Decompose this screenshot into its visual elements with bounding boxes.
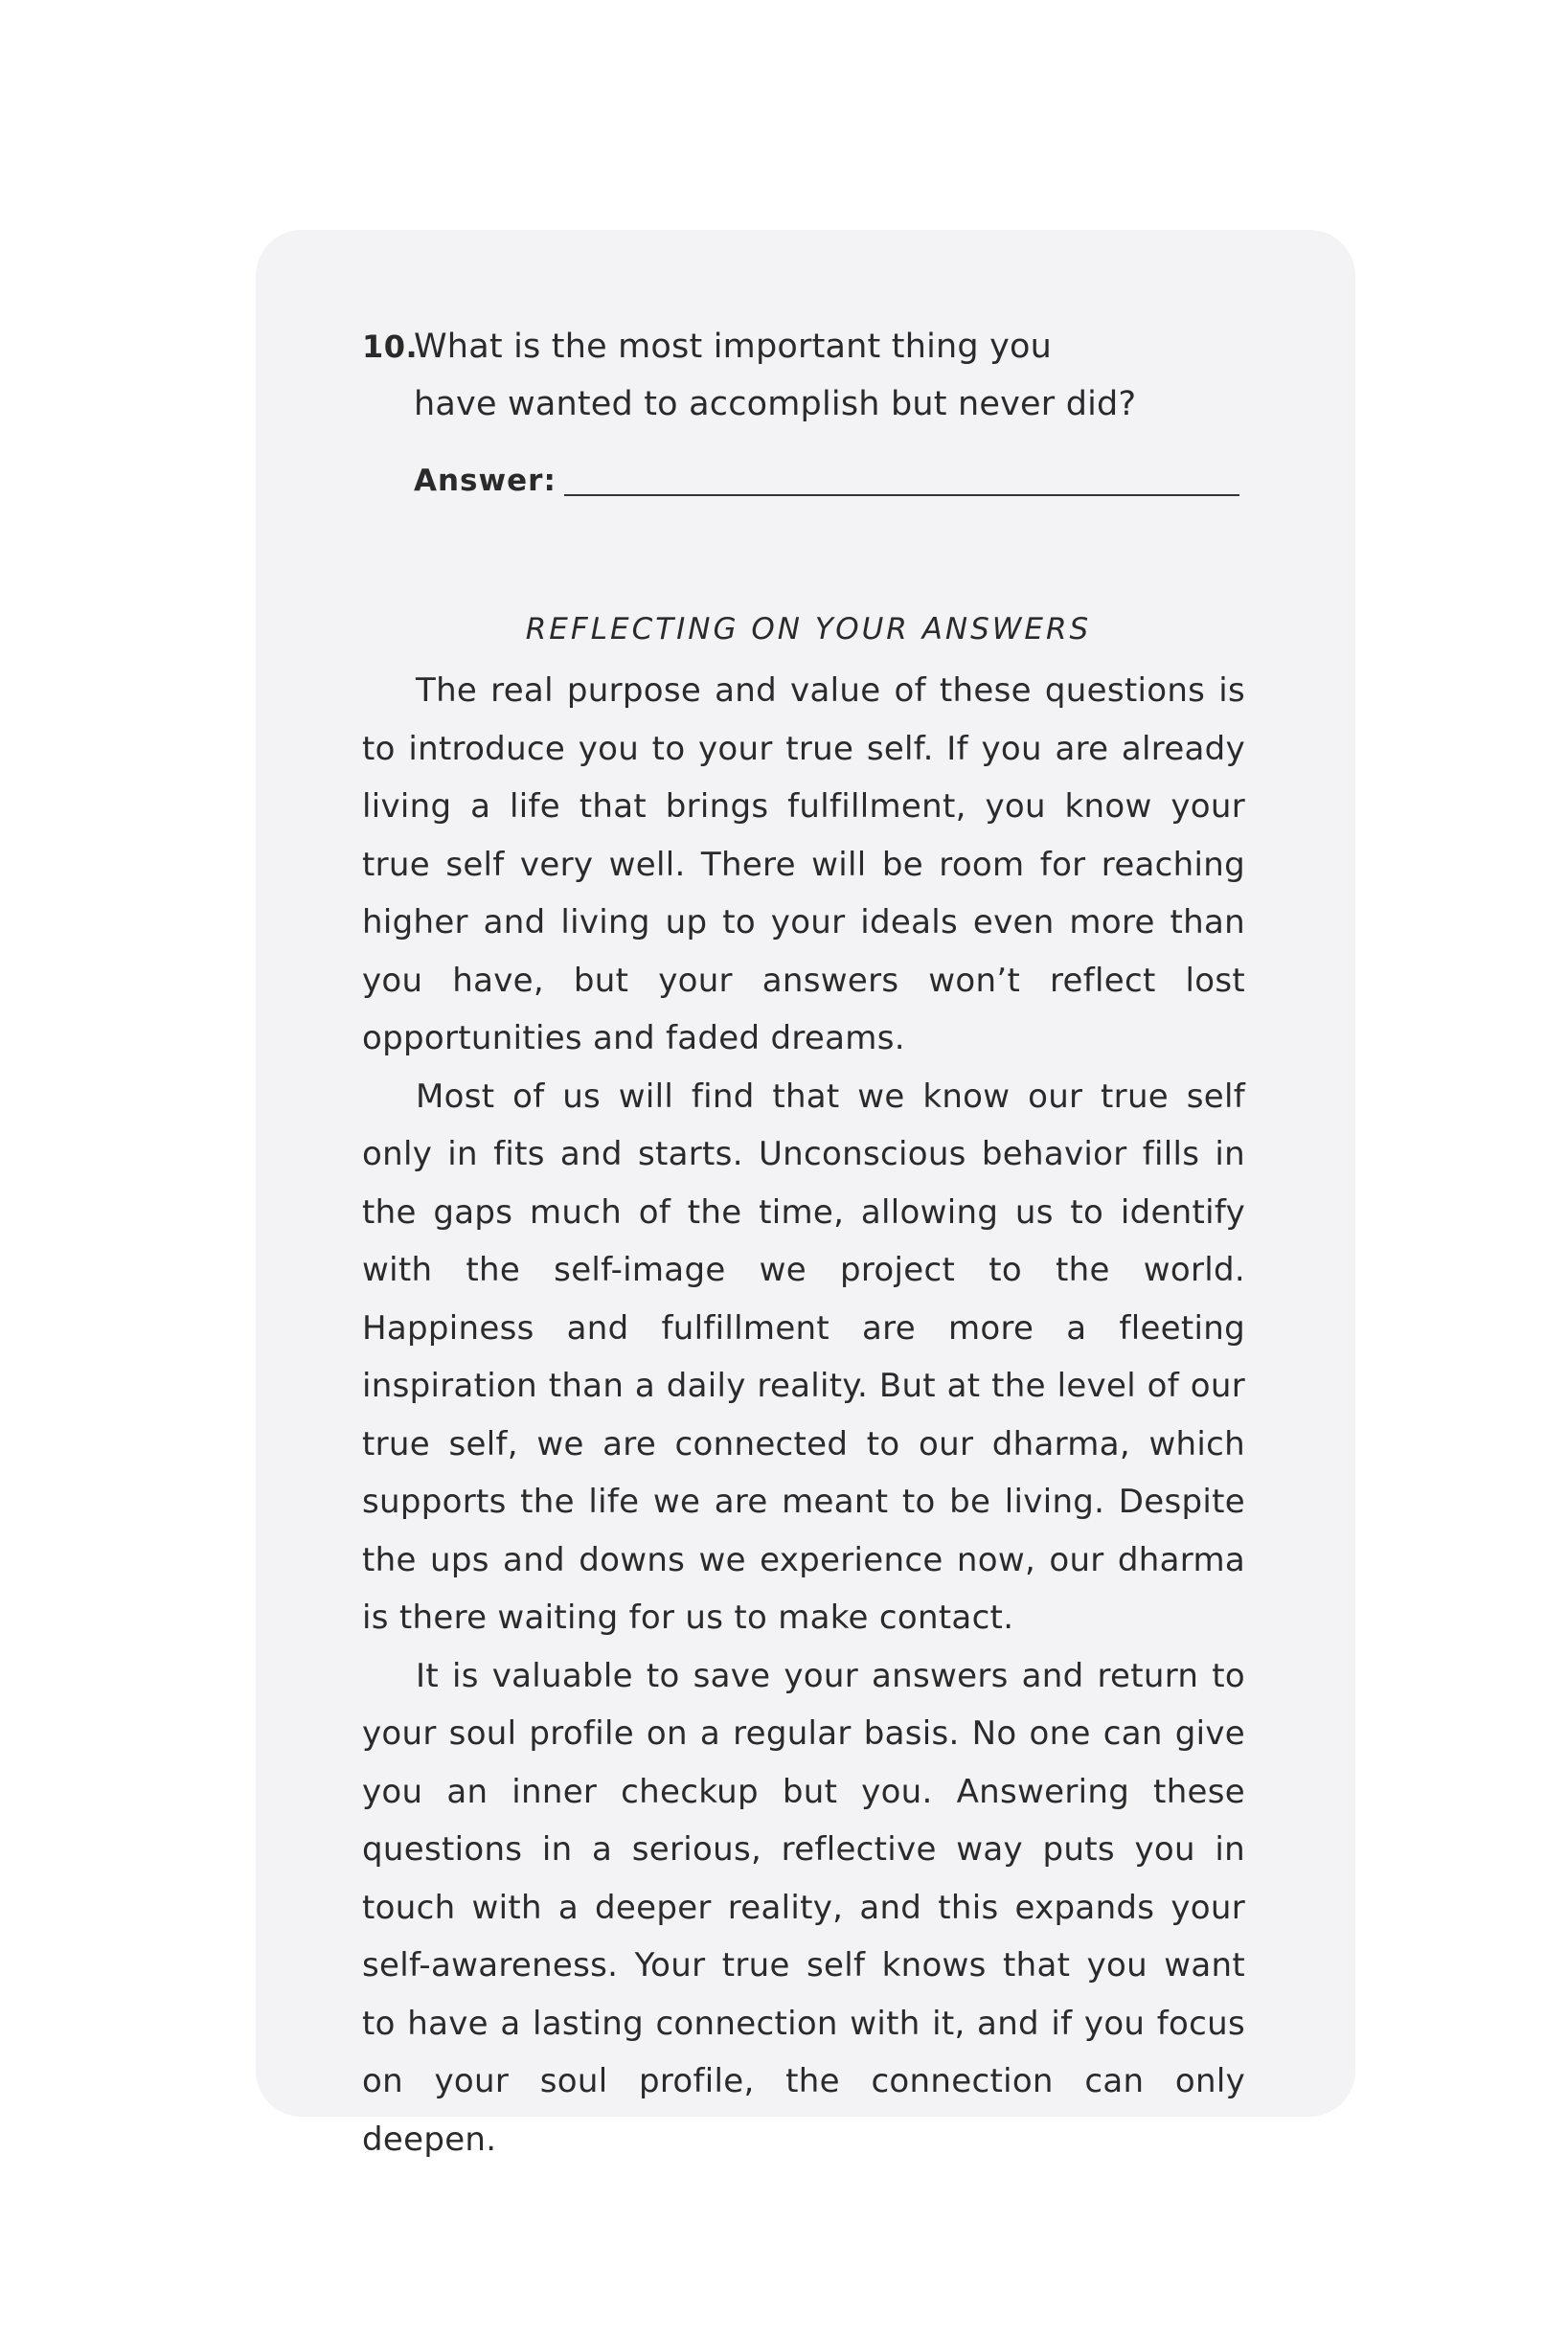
paragraph: The real purpose and value of these questions is to introduce you to your true self. If you are already living a life that brings fulfillment, you know your true self very well. There will be room for reaching higher and living up to your ideals even more than you have, but your answers won’t reflect lost opportunities and faded dreams. <box>362 671 1245 1057</box>
question-number: 10. <box>362 329 419 365</box>
body-text <box>362 662 1245 2168</box>
paragraph: Most of us will find that we know our true self only in fits and starts. Unconscious behavior fills in the gaps much of the time, allowing us to identify with the self-image we project to the world. Happiness and fulfillment are more a fleeting inspiration than a daily reality. But at the level of our true self, we are connected to our dharma, which supports the life we are meant to be living. Despite the ups and downs we experience now, our dharma is there waiting for us to make contact. <box>362 1077 1245 1637</box>
paragraph: It is valuable to save your answers and return to your soul profile on a regular basis. No one can give you an inner checkup but you. Answering these questions in a serious, reflective way puts you in touch with a deeper reality, and this expands your self-awareness. Your true self knows that you want to have a lasting connection with it, and if you focus on your soul profile, the connection can only deepen. <box>362 1656 1245 2159</box>
answer-label: Answer: <box>414 464 557 498</box>
question-item <box>362 318 1262 433</box>
section-heading: REFLECTING ON YOUR ANSWERS <box>525 612 1092 646</box>
answer-field <box>414 452 1239 510</box>
content-panel <box>256 230 1355 2159</box>
question-text: What is the most important thing you have wanted to accomplish but never did? <box>414 328 1137 423</box>
answer-line <box>564 494 1239 496</box>
